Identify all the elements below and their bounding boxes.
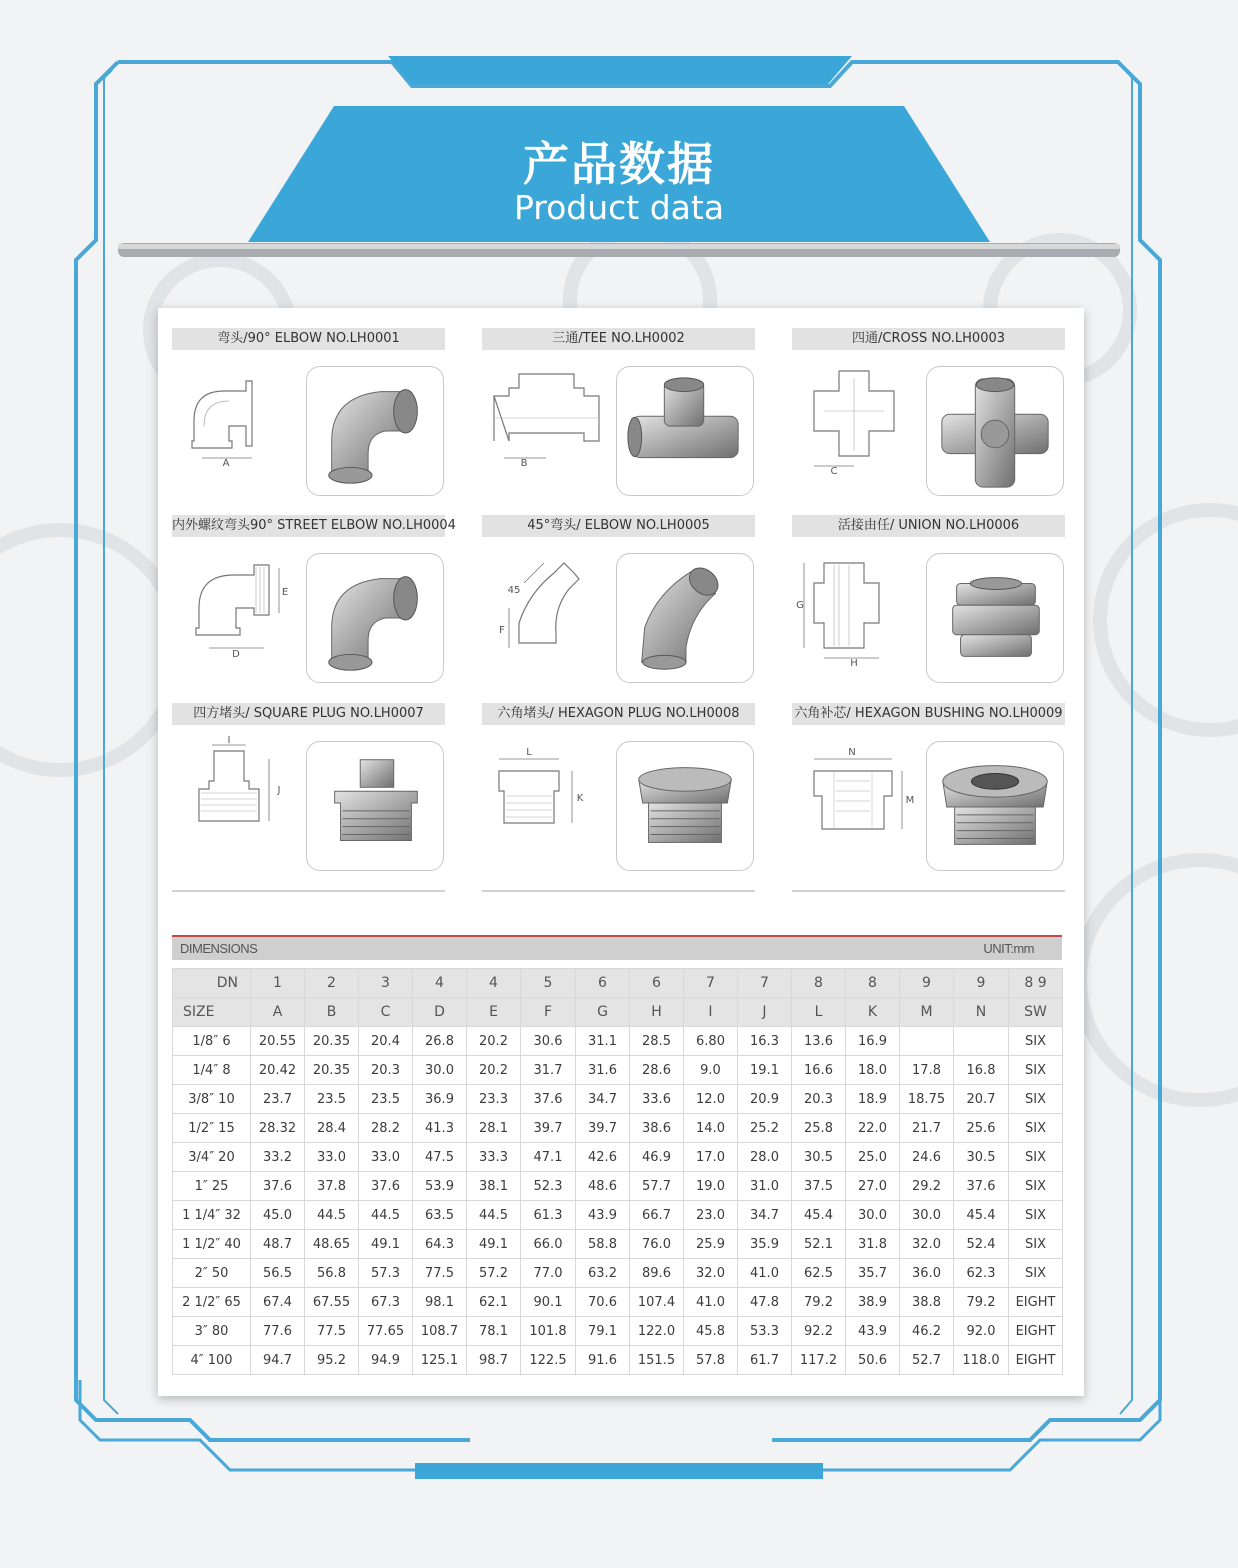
technical-drawing <box>484 366 608 476</box>
product-item <box>792 703 1065 883</box>
technical-drawing <box>484 553 608 663</box>
size-cell: 1/2″ 15 <box>173 1114 251 1143</box>
value-cell: 16.3 <box>738 1027 792 1056</box>
value-cell: 52.7 <box>900 1346 954 1375</box>
table-row <box>173 1114 1063 1143</box>
dim-label-2: K <box>576 793 584 804</box>
value-cell: 9.0 <box>684 1056 738 1085</box>
product-item <box>172 703 445 883</box>
value-cell: 27.0 <box>846 1172 900 1201</box>
value-cell: 33.6 <box>630 1085 684 1114</box>
table-row <box>173 1056 1063 1085</box>
value-cell: 90.1 <box>521 1288 576 1317</box>
value-cell: 16.8 <box>954 1056 1009 1085</box>
value-cell: 28.5 <box>630 1027 684 1056</box>
product-item <box>482 328 755 508</box>
product-item <box>792 328 1065 508</box>
value-cell: 6.80 <box>684 1027 738 1056</box>
value-cell: 47.1 <box>521 1143 576 1172</box>
value-cell: 92.2 <box>792 1317 846 1346</box>
value-cell: 56.5 <box>251 1259 305 1288</box>
value-cell: SIX <box>1009 1259 1063 1288</box>
column-header: D <box>413 998 467 1027</box>
value-cell: 48.65 <box>305 1230 359 1259</box>
unit-label: UNIT:mm <box>983 941 1034 956</box>
value-cell: 37.5 <box>792 1172 846 1201</box>
value-cell: 31.6 <box>576 1056 630 1085</box>
dim-label: L <box>526 747 532 758</box>
product-photo <box>306 741 444 871</box>
size-cell: 2″ 50 <box>173 1259 251 1288</box>
dim-label: C <box>830 466 838 477</box>
technical-drawing <box>174 366 298 476</box>
column-header: F <box>521 998 576 1027</box>
value-cell <box>900 1027 954 1056</box>
value-cell: 19.0 <box>684 1172 738 1201</box>
dim-label: B <box>520 458 528 469</box>
product-title: 三通/TEE NO.LH0002 <box>482 328 755 350</box>
dim-label: D <box>232 649 240 660</box>
product-photo <box>926 553 1064 683</box>
value-cell: 77.6 <box>251 1317 305 1346</box>
size-cell: 2 1/2″ 65 <box>173 1288 251 1317</box>
value-cell: 34.7 <box>576 1085 630 1114</box>
value-cell: 56.8 <box>305 1259 359 1288</box>
size-cell: 1/4″ 8 <box>173 1056 251 1085</box>
value-cell: 89.6 <box>630 1259 684 1288</box>
value-cell: 45.8 <box>684 1317 738 1346</box>
size-cell: 3/8″ 10 <box>173 1085 251 1114</box>
value-cell: 22.0 <box>846 1114 900 1143</box>
value-cell: 118.0 <box>954 1346 1009 1375</box>
product-title: 六角堵头/ HEXAGON PLUG NO.LH0008 <box>482 703 755 725</box>
value-cell: 61.3 <box>521 1201 576 1230</box>
product-number-cell: 8 9 <box>1009 969 1063 998</box>
value-cell: 122.0 <box>630 1317 684 1346</box>
value-cell: 18.9 <box>846 1085 900 1114</box>
value-cell: 42.6 <box>576 1143 630 1172</box>
technical-drawing <box>174 553 298 663</box>
header-row-size <box>173 998 1063 1027</box>
value-cell: 94.9 <box>359 1346 413 1375</box>
value-cell: 45.4 <box>954 1201 1009 1230</box>
value-cell: 67.4 <box>251 1288 305 1317</box>
value-cell: 46.2 <box>900 1317 954 1346</box>
technical-drawing <box>794 366 918 476</box>
value-cell: 76.0 <box>630 1230 684 1259</box>
value-cell: 28.0 <box>738 1143 792 1172</box>
value-cell: 98.1 <box>413 1288 467 1317</box>
size-cell: 1 1/4″ 32 <box>173 1201 251 1230</box>
value-cell: 38.9 <box>846 1288 900 1317</box>
value-cell: 16.9 <box>846 1027 900 1056</box>
value-cell: 79.2 <box>954 1288 1009 1317</box>
value-cell: 79.2 <box>792 1288 846 1317</box>
table-row <box>173 1259 1063 1288</box>
table-row <box>173 1201 1063 1230</box>
column-header: A <box>251 998 305 1027</box>
product-title: 45°弯头/ ELBOW NO.LH0005 <box>482 515 755 537</box>
value-cell: 31.8 <box>846 1230 900 1259</box>
product-photo <box>926 366 1064 496</box>
value-cell: EIGHT <box>1009 1317 1063 1346</box>
size-cell: 3/4″ 20 <box>173 1143 251 1172</box>
value-cell: SIX <box>1009 1230 1063 1259</box>
column-header: L <box>792 998 846 1027</box>
value-cell: 49.1 <box>467 1230 521 1259</box>
value-cell: 48.7 <box>251 1230 305 1259</box>
value-cell: 125.1 <box>413 1346 467 1375</box>
value-cell: 28.2 <box>359 1114 413 1143</box>
value-cell: 64.3 <box>413 1230 467 1259</box>
value-cell: 41.0 <box>684 1288 738 1317</box>
dim-label-2: M <box>905 795 915 806</box>
dim-label: I <box>227 735 231 746</box>
value-cell: 91.6 <box>576 1346 630 1375</box>
value-cell: 77.0 <box>521 1259 576 1288</box>
column-header: M <box>900 998 954 1027</box>
product-number-cell: 4 <box>413 969 467 998</box>
value-cell: 49.1 <box>359 1230 413 1259</box>
value-cell: 36.9 <box>413 1085 467 1114</box>
column-header: SW <box>1009 998 1063 1027</box>
value-cell: 62.1 <box>467 1288 521 1317</box>
value-cell: 70.6 <box>576 1288 630 1317</box>
value-cell: 107.4 <box>630 1288 684 1317</box>
value-cell: 20.4 <box>359 1027 413 1056</box>
value-cell: 29.2 <box>900 1172 954 1201</box>
product-number-cell: 6 <box>630 969 684 998</box>
value-cell: 117.2 <box>792 1346 846 1375</box>
technical-drawing <box>174 735 298 851</box>
size-cell: 3″ 80 <box>173 1317 251 1346</box>
value-cell: 122.5 <box>521 1346 576 1375</box>
value-cell: 63.5 <box>413 1201 467 1230</box>
value-cell: 20.42 <box>251 1056 305 1085</box>
product-number-cell: 7 <box>684 969 738 998</box>
value-cell: 41.0 <box>738 1259 792 1288</box>
value-cell: 44.5 <box>359 1201 413 1230</box>
size-cell: 1 1/2″ 40 <box>173 1230 251 1259</box>
value-cell: 35.9 <box>738 1230 792 1259</box>
value-cell: 53.3 <box>738 1317 792 1346</box>
value-cell: 98.7 <box>467 1346 521 1375</box>
table-row <box>173 1143 1063 1172</box>
value-cell: 31.1 <box>576 1027 630 1056</box>
column-header: J <box>738 998 792 1027</box>
product-title: 弯头/90° ELBOW NO.LH0001 <box>172 328 445 350</box>
product-title: 六角补芯/ HEXAGON BUSHING NO.LH0009 <box>792 703 1065 725</box>
product-number-cell: 9 <box>954 969 1009 998</box>
dim-label: N <box>848 747 856 758</box>
product-photo <box>926 741 1064 871</box>
value-cell: 53.9 <box>413 1172 467 1201</box>
technical-drawing <box>484 741 608 851</box>
value-cell: 52.3 <box>521 1172 576 1201</box>
value-cell: 58.8 <box>576 1230 630 1259</box>
value-cell: 37.6 <box>251 1172 305 1201</box>
value-cell: 25.6 <box>954 1114 1009 1143</box>
value-cell: SIX <box>1009 1143 1063 1172</box>
product-title: 活接由任/ UNION NO.LH0006 <box>792 515 1065 537</box>
value-cell: 62.3 <box>954 1259 1009 1288</box>
value-cell: 151.5 <box>630 1346 684 1375</box>
value-cell: SIX <box>1009 1114 1063 1143</box>
value-cell: 33.0 <box>359 1143 413 1172</box>
value-cell: 92.0 <box>954 1317 1009 1346</box>
product-photo <box>616 366 754 496</box>
value-cell: SIX <box>1009 1085 1063 1114</box>
value-cell: 61.7 <box>738 1346 792 1375</box>
value-cell: 94.7 <box>251 1346 305 1375</box>
product-title: 四方堵头/ SQUARE PLUG NO.LH0007 <box>172 703 445 725</box>
value-cell: 38.6 <box>630 1114 684 1143</box>
product-photo <box>306 366 444 496</box>
divider <box>172 890 445 892</box>
value-cell: 48.6 <box>576 1172 630 1201</box>
column-header: H <box>630 998 684 1027</box>
product-number-cell: 1 <box>251 969 305 998</box>
value-cell: 33.3 <box>467 1143 521 1172</box>
value-cell: 18.0 <box>846 1056 900 1085</box>
product-photo <box>616 553 754 683</box>
corner-size-cell: SIZE <box>173 998 251 1027</box>
column-header: I <box>684 998 738 1027</box>
divider <box>792 890 1065 892</box>
dimensions-table <box>172 968 1063 1375</box>
value-cell: 14.0 <box>684 1114 738 1143</box>
product-item <box>482 703 755 883</box>
table-row <box>173 1317 1063 1346</box>
table-row <box>173 1346 1063 1375</box>
value-cell: 108.7 <box>413 1317 467 1346</box>
value-cell: 78.1 <box>467 1317 521 1346</box>
value-cell: 62.5 <box>792 1259 846 1288</box>
value-cell: 19.1 <box>738 1056 792 1085</box>
value-cell: 38.8 <box>900 1288 954 1317</box>
value-cell: 30.0 <box>900 1201 954 1230</box>
value-cell: 30.5 <box>954 1143 1009 1172</box>
column-header: N <box>954 998 1009 1027</box>
table-row <box>173 1027 1063 1056</box>
value-cell: SIX <box>1009 1172 1063 1201</box>
value-cell: 20.55 <box>251 1027 305 1056</box>
value-cell: 38.1 <box>467 1172 521 1201</box>
value-cell: 23.3 <box>467 1085 521 1114</box>
page-title-cn: 产品数据 <box>523 137 715 191</box>
value-cell: 67.55 <box>305 1288 359 1317</box>
value-cell: 18.75 <box>900 1085 954 1114</box>
value-cell: 66.7 <box>630 1201 684 1230</box>
value-cell: 46.9 <box>630 1143 684 1172</box>
value-cell: 31.7 <box>521 1056 576 1085</box>
product-item <box>172 328 445 508</box>
value-cell: SIX <box>1009 1201 1063 1230</box>
value-cell: 33.0 <box>305 1143 359 1172</box>
value-cell: 23.0 <box>684 1201 738 1230</box>
product-number-cell: 5 <box>521 969 576 998</box>
value-cell: SIX <box>1009 1027 1063 1056</box>
value-cell: 77.65 <box>359 1317 413 1346</box>
value-cell: 79.1 <box>576 1317 630 1346</box>
value-cell: 20.2 <box>467 1056 521 1085</box>
column-header: B <box>305 998 359 1027</box>
value-cell: 32.0 <box>900 1230 954 1259</box>
value-cell: 77.5 <box>413 1259 467 1288</box>
value-cell: 57.3 <box>359 1259 413 1288</box>
value-cell: 57.2 <box>467 1259 521 1288</box>
value-cell: 47.8 <box>738 1288 792 1317</box>
value-cell: 39.7 <box>576 1114 630 1143</box>
product-number-cell: 2 <box>305 969 359 998</box>
product-item <box>792 515 1065 695</box>
product-photo <box>306 553 444 683</box>
value-cell: 26.8 <box>413 1027 467 1056</box>
value-cell: 25.0 <box>846 1143 900 1172</box>
product-number-cell: 7 <box>738 969 792 998</box>
table-row <box>173 1230 1063 1259</box>
dim-label-2: 45 <box>507 585 521 596</box>
product-number-cell: 4 <box>467 969 521 998</box>
value-cell: EIGHT <box>1009 1346 1063 1375</box>
value-cell: 32.0 <box>684 1259 738 1288</box>
technical-drawing <box>794 741 918 851</box>
corner-dn-cell: DN <box>173 969 251 998</box>
value-cell: 36.0 <box>900 1259 954 1288</box>
value-cell: 23.7 <box>251 1085 305 1114</box>
size-cell: 1/8″ 6 <box>173 1027 251 1056</box>
product-title: 内外螺纹弯头90° STREET ELBOW NO.LH0004 <box>172 515 445 537</box>
value-cell: 47.5 <box>413 1143 467 1172</box>
product-item <box>172 515 456 695</box>
value-cell: 25.2 <box>738 1114 792 1143</box>
value-cell: 39.7 <box>521 1114 576 1143</box>
value-cell: 30.6 <box>521 1027 576 1056</box>
value-cell: 25.9 <box>684 1230 738 1259</box>
value-cell: 45.0 <box>251 1201 305 1230</box>
value-cell: 66.0 <box>521 1230 576 1259</box>
value-cell: 31.0 <box>738 1172 792 1201</box>
value-cell: 67.3 <box>359 1288 413 1317</box>
dim-label-2: G <box>796 600 804 611</box>
value-cell: 33.2 <box>251 1143 305 1172</box>
value-cell: EIGHT <box>1009 1288 1063 1317</box>
value-cell: 43.9 <box>576 1201 630 1230</box>
value-cell: 30.5 <box>792 1143 846 1172</box>
column-header: E <box>467 998 521 1027</box>
value-cell: 20.9 <box>738 1085 792 1114</box>
value-cell: 43.9 <box>846 1317 900 1346</box>
value-cell: 37.6 <box>521 1085 576 1114</box>
value-cell: 12.0 <box>684 1085 738 1114</box>
table-row <box>173 1172 1063 1201</box>
technical-drawing <box>794 553 918 669</box>
value-cell: 20.7 <box>954 1085 1009 1114</box>
value-cell: 20.3 <box>359 1056 413 1085</box>
value-cell: 95.2 <box>305 1346 359 1375</box>
value-cell: 30.0 <box>846 1201 900 1230</box>
dim-label: F <box>499 625 505 636</box>
value-cell <box>954 1027 1009 1056</box>
value-cell: 16.6 <box>792 1056 846 1085</box>
value-cell: 30.0 <box>413 1056 467 1085</box>
value-cell: 44.5 <box>305 1201 359 1230</box>
value-cell: 37.6 <box>954 1172 1009 1201</box>
dimensions-label: DIMENSIONS <box>180 941 258 956</box>
value-cell: 20.2 <box>467 1027 521 1056</box>
value-cell: 57.7 <box>630 1172 684 1201</box>
divider <box>482 890 755 892</box>
value-cell: 57.8 <box>684 1346 738 1375</box>
table-row <box>173 1288 1063 1317</box>
value-cell: 37.8 <box>305 1172 359 1201</box>
value-cell: 63.2 <box>576 1259 630 1288</box>
value-cell: 101.8 <box>521 1317 576 1346</box>
value-cell: 13.6 <box>792 1027 846 1056</box>
size-cell: 4″ 100 <box>173 1346 251 1375</box>
value-cell: 17.0 <box>684 1143 738 1172</box>
value-cell: 21.7 <box>900 1114 954 1143</box>
value-cell: 52.1 <box>792 1230 846 1259</box>
product-number-cell: 8 <box>846 969 900 998</box>
product-title: 四通/CROSS NO.LH0003 <box>792 328 1065 350</box>
product-number-cell: 6 <box>576 969 630 998</box>
page-title-en: Product data <box>513 188 725 227</box>
value-cell: 34.7 <box>738 1201 792 1230</box>
value-cell: 23.5 <box>359 1085 413 1114</box>
value-cell: 44.5 <box>467 1201 521 1230</box>
value-cell: 28.6 <box>630 1056 684 1085</box>
column-header: G <box>576 998 630 1027</box>
value-cell: 35.7 <box>846 1259 900 1288</box>
column-header: K <box>846 998 900 1027</box>
product-number-cell: 8 <box>792 969 846 998</box>
value-cell: 45.4 <box>792 1201 846 1230</box>
product-item <box>482 515 755 695</box>
value-cell: 37.6 <box>359 1172 413 1201</box>
table-row <box>173 1085 1063 1114</box>
value-cell: 17.8 <box>900 1056 954 1085</box>
value-cell: 24.6 <box>900 1143 954 1172</box>
value-cell: 20.35 <box>305 1056 359 1085</box>
size-cell: 1″ 25 <box>173 1172 251 1201</box>
value-cell: 28.4 <box>305 1114 359 1143</box>
product-number-cell: 3 <box>359 969 413 998</box>
dim-label-2: J <box>277 785 281 796</box>
dimensions-bar <box>172 937 1062 960</box>
dim-label: A <box>222 458 230 469</box>
value-cell: 41.3 <box>413 1114 467 1143</box>
value-cell: 20.35 <box>305 1027 359 1056</box>
value-cell: 77.5 <box>305 1317 359 1346</box>
column-header: C <box>359 998 413 1027</box>
value-cell: 25.8 <box>792 1114 846 1143</box>
value-cell: 52.4 <box>954 1230 1009 1259</box>
value-cell: 23.5 <box>305 1085 359 1114</box>
header-row-dn <box>173 969 1063 998</box>
dim-label: H <box>850 658 858 669</box>
value-cell: SIX <box>1009 1056 1063 1085</box>
value-cell: 50.6 <box>846 1346 900 1375</box>
value-cell: 20.3 <box>792 1085 846 1114</box>
product-photo <box>616 741 754 871</box>
product-number-cell: 9 <box>900 969 954 998</box>
value-cell: 28.1 <box>467 1114 521 1143</box>
value-cell: 28.32 <box>251 1114 305 1143</box>
dim-label-2: E <box>281 587 289 598</box>
